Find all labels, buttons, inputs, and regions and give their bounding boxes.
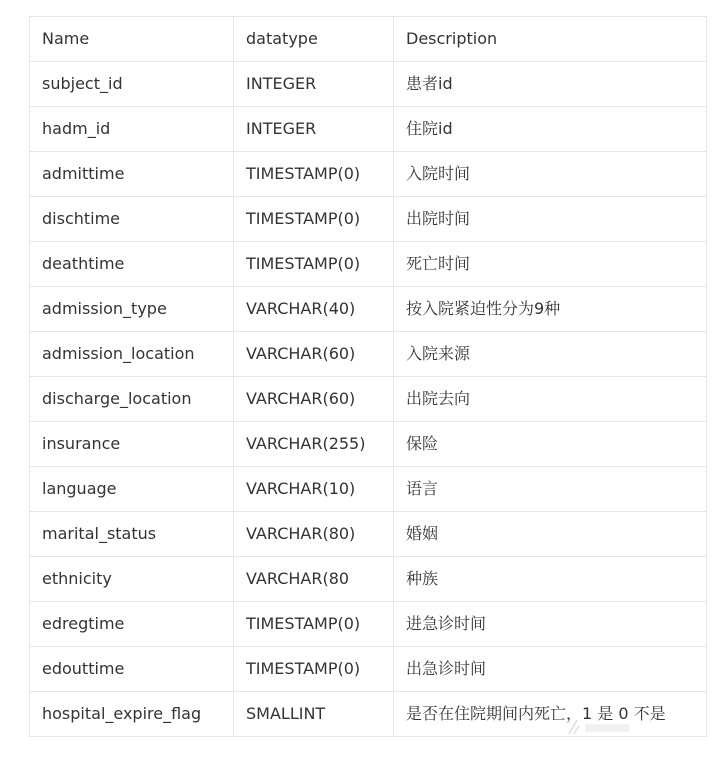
watermark-logo-graphic [565,716,635,738]
cell-name: ethnicity [30,557,234,602]
cell-description: 语言 [394,467,707,512]
cell-description: 按入院紧迫性分为9种 [394,287,707,332]
cell-description: 出院去向 [394,377,707,422]
cell-datatype: SMALLINT [234,692,394,737]
table-header-row [30,17,707,62]
table-row [30,287,707,332]
cell-name: admission_location [30,332,234,377]
cell-description: 入院时间 [394,152,707,197]
header-description: Description [394,17,707,62]
cell-description: 出院时间 [394,197,707,242]
cell-datatype: VARCHAR(80) [234,512,394,557]
cell-datatype: TIMESTAMP(0) [234,602,394,647]
schema-table-container [29,16,706,737]
table-row [30,332,707,377]
cell-name: marital_status [30,512,234,557]
table-row [30,197,707,242]
cell-name: edregtime [30,602,234,647]
table-row [30,467,707,512]
schema-table [29,16,707,737]
cell-description: 入院来源 [394,332,707,377]
cell-name: edouttime [30,647,234,692]
table-row [30,557,707,602]
header-datatype: datatype [234,17,394,62]
cell-datatype: TIMESTAMP(0) [234,242,394,287]
cell-name: discharge_location [30,377,234,422]
cell-datatype: INTEGER [234,62,394,107]
cell-name: admittime [30,152,234,197]
header-name: Name [30,17,234,62]
cell-name: subject_id [30,62,234,107]
cell-datatype: VARCHAR(80 [234,557,394,602]
cell-name: deathtime [30,242,234,287]
cell-datatype: VARCHAR(60) [234,377,394,422]
table-row [30,512,707,557]
cell-name: hadm_id [30,107,234,152]
cell-name: insurance [30,422,234,467]
table-row [30,242,707,287]
cell-datatype: TIMESTAMP(0) [234,197,394,242]
cell-name: hospital_expire_flag [30,692,234,737]
cell-name: dischtime [30,197,234,242]
cell-description: 进急诊时间 [394,602,707,647]
cell-description: 婚姻 [394,512,707,557]
table-row [30,377,707,422]
table-row [30,602,707,647]
table-row [30,647,707,692]
cell-description: 是否在住院期间内死亡，1 是 0 不是 [394,692,707,737]
cell-datatype: TIMESTAMP(0) [234,647,394,692]
cell-datatype: INTEGER [234,107,394,152]
cell-description: 死亡时间 [394,242,707,287]
cell-description: 患者id [394,62,707,107]
table-row [30,422,707,467]
cell-name: admission_type [30,287,234,332]
cell-datatype: VARCHAR(60) [234,332,394,377]
table-row [30,62,707,107]
table-row [30,107,707,152]
table-row [30,152,707,197]
cell-datatype: VARCHAR(255) [234,422,394,467]
cell-name: language [30,467,234,512]
cell-datatype: TIMESTAMP(0) [234,152,394,197]
cell-description: 种族 [394,557,707,602]
cell-datatype: VARCHAR(40) [234,287,394,332]
cell-description: 住院id [394,107,707,152]
cell-datatype: VARCHAR(10) [234,467,394,512]
watermark-logo [565,716,635,738]
cell-description: 保险 [394,422,707,467]
cell-description: 出急诊时间 [394,647,707,692]
